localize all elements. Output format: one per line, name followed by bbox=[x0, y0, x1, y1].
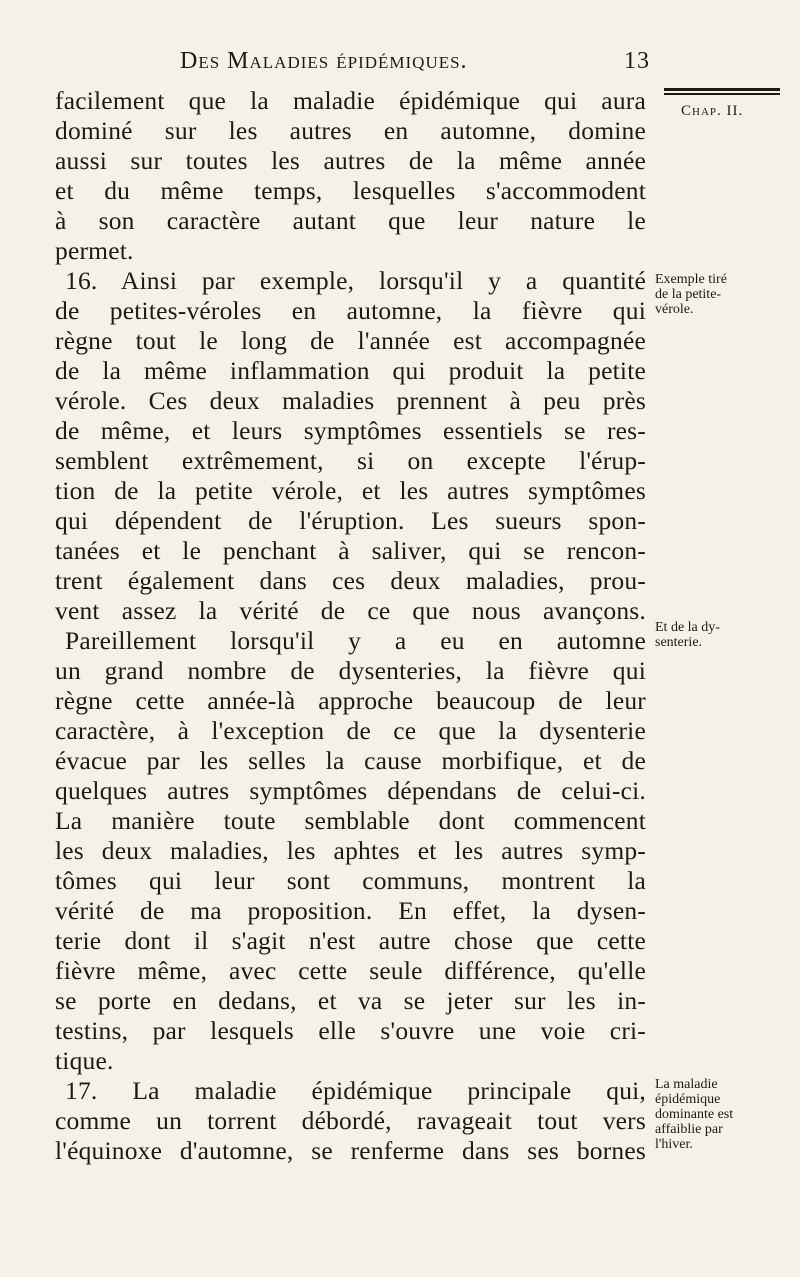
margin-note-line: affaiblie par bbox=[655, 1122, 723, 1137]
paragraph-16-start: 16. Ainsi par exemple, lorsqu'il y a quantité bbox=[65, 266, 646, 295]
text-line: règne cette année-là approche beaucoup de leur bbox=[55, 686, 646, 715]
margin-note-line: La maladie bbox=[655, 1077, 718, 1092]
paragraph-17-start: 17. La maladie épidémique principale qui, bbox=[65, 1076, 646, 1105]
text-line: qui dépendent de l'éruption. Les sueurs spon- bbox=[55, 506, 646, 535]
margin-note-line: Exemple tiré bbox=[655, 272, 727, 287]
text-line: de la même inflammation qui produit la petite bbox=[55, 356, 646, 385]
text-line: de même, et leurs symptômes essentiels se res- bbox=[55, 416, 646, 445]
chapter-label: Chap. II. bbox=[681, 103, 744, 119]
margin-note-line: de la petite- bbox=[655, 287, 722, 302]
text-line: se porte en dedans, et va se jeter sur les in- bbox=[55, 986, 646, 1015]
text-line: vérole. Ces deux maladies prennent à peu près bbox=[55, 386, 646, 415]
text-line: un grand nombre de dysenteries, la fièvre qui bbox=[55, 656, 646, 685]
margin-note-dysentery bbox=[655, 620, 795, 650]
page-number: 13 bbox=[624, 48, 650, 74]
text-line: Pareillement lorsqu'il y a eu en automne bbox=[65, 626, 646, 655]
margin-note-line: vérole. bbox=[655, 302, 694, 317]
text-line: aussi sur toutes les autres de la même année bbox=[55, 146, 646, 175]
text-line: tion de la petite vérole, et les autres symptômes bbox=[55, 476, 646, 505]
text-line: vérité de ma proposition. En effet, la dysen- bbox=[55, 896, 646, 925]
text-line: testins, par lesquels elle s'ouvre une voie cri- bbox=[55, 1016, 646, 1045]
margin-note-line: l'hiver. bbox=[655, 1137, 693, 1152]
text-line: règne tout le long de l'année est accompagnée bbox=[55, 326, 646, 355]
text-line: les deux maladies, les aphtes et les autres symp- bbox=[55, 836, 646, 865]
text-line: évacue par les selles la cause morbifique, et de bbox=[55, 746, 646, 775]
margin-note-smallpox bbox=[655, 272, 795, 317]
margin-note-line: senterie. bbox=[655, 635, 703, 650]
running-title: Des Maladies épidémiques. bbox=[180, 48, 468, 74]
margin-note-line: épidémique bbox=[655, 1092, 721, 1107]
text-line: tanées et le penchant à saliver, qui se rencon- bbox=[55, 536, 646, 565]
text-line: permet. bbox=[55, 236, 134, 265]
text-line: vent assez la vérité de ce que nous avançons. bbox=[55, 596, 646, 625]
text-line: et du même temps, lesquelles s'accommodent bbox=[55, 176, 646, 205]
text-line: semblent extrêmement, si on excepte l'érup- bbox=[55, 446, 646, 475]
text-line: fièvre même, avec cette seule différence, qu'elle bbox=[55, 956, 646, 985]
margin-note-line: dominante est bbox=[655, 1107, 734, 1122]
text-line: l'équinoxe d'automne, se renferme dans ses bornes bbox=[55, 1136, 646, 1165]
text-line: terie dont il s'agit n'est autre chose que cette bbox=[55, 926, 646, 955]
text-line: La manière toute semblable dont commencent bbox=[55, 806, 646, 835]
running-header bbox=[180, 48, 650, 82]
margin-note-dominant-disease bbox=[655, 1077, 795, 1152]
text-line: tômes qui leur sont communs, montrent la bbox=[55, 866, 646, 895]
text-line: comme un torrent débordé, ravageait tout vers bbox=[55, 1106, 646, 1135]
text-line: à son caractère autant que leur nature le bbox=[55, 206, 646, 235]
text-line: dominé sur les autres en automne, domine bbox=[55, 116, 646, 145]
margin-note-line: Et de la dy- bbox=[655, 620, 720, 635]
text-line: tique. bbox=[55, 1046, 114, 1075]
text-line: de petites-véroles en automne, la fièvre qui bbox=[55, 296, 646, 325]
text-line: quelques autres symptômes dépendans de celui-ci. bbox=[55, 776, 646, 805]
body-text bbox=[55, 86, 646, 1166]
chapter-rule-ornament bbox=[664, 88, 780, 97]
text-line: facilement que la maladie épidémique qui aura bbox=[55, 86, 646, 115]
text-line: caractère, à l'exception de ce que la dysenterie bbox=[55, 716, 646, 745]
text-line: trent également dans ces deux maladies, prou- bbox=[55, 566, 646, 595]
